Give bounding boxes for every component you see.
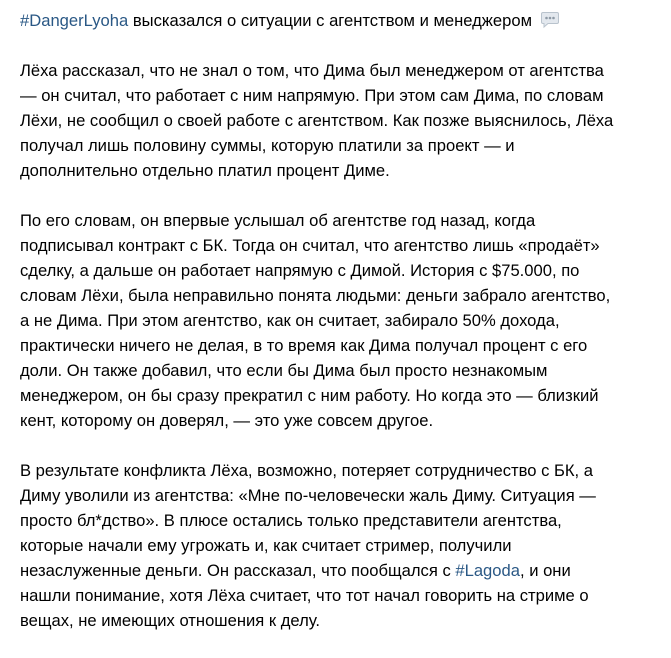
- paragraph-line: доли. Он также добавил, что если бы Дима был просто незнакомым: [20, 361, 548, 380]
- paragraph-line: словам Лёхи, была неправильно понята людьми: деньги забрало агентство,: [20, 286, 611, 305]
- paragraph-line: менеджером, он бы сразу прекратил с ним работу. Но когда это — близкий: [20, 386, 599, 405]
- paragraph-line: сделку, а дальше он работает напрямую с Димой. История с $75.000, по: [20, 261, 580, 280]
- paragraph-line: — он считал, что работает с ним напрямую. При этом сам Дима, по словам: [20, 86, 604, 105]
- post-body: [20, 8, 665, 658]
- paragraph-line: Лёха рассказал, что не знал о том, что Дима был менеджером от агентства: [20, 61, 604, 80]
- paragraph-line: нашли понимание, хотя Лёха считает, что тот начал говорить на стриме о: [20, 586, 589, 605]
- paragraph-line: а не Дима. При этом агентство, как он считает, забирало 50% дохода,: [20, 311, 560, 330]
- speech-bubble-icon: [540, 11, 560, 29]
- hashtag-lagoda[interactable]: #Lagoda: [455, 561, 520, 580]
- paragraph-3: [20, 458, 665, 633]
- paragraph-line: получал лишь половину суммы, которую платили за проект — и: [20, 136, 515, 155]
- paragraph-line: В результате конфликта Лёха, возможно, потеряет сотрудничество с БК, а: [20, 461, 593, 480]
- paragraph-line: подписывал контракт с БК. Тогда он считал, что агентство лишь «продаёт»: [20, 236, 600, 255]
- paragraph-1: [20, 58, 665, 183]
- paragraph-line: практически ничего не делая, в то время как Дима получал процент с его: [20, 336, 588, 355]
- line-text: , и они: [519, 561, 571, 580]
- paragraph-line: Диму уволили из агентства: «Мне по-человечески жаль Диму. Ситуация —: [20, 486, 596, 505]
- paragraph-line: вещах, не имеющих отношения к делу.: [20, 611, 321, 630]
- hashtag-dangerlyoha[interactable]: #DangerLyoha: [20, 11, 129, 30]
- paragraph-line: кент, которому он доверял, — это уже совсем другое.: [20, 411, 434, 430]
- paragraph-line: просто бл*дство». В плюсе остались только представители агентства,: [20, 511, 562, 530]
- paragraph-2: [20, 208, 665, 433]
- paragraph-line: дополнительно отдельно платил процент Диме.: [20, 161, 390, 180]
- paragraph-line: которые начали ему угрожать и, как считает стример, получили: [20, 536, 512, 555]
- post-headline: [20, 8, 665, 33]
- paragraph-line-with-hashtag: [20, 558, 665, 583]
- paragraph-line: Лёхи, не сообщил о своей работе с агентством. Как позже выяснилось, Лёха: [20, 111, 614, 130]
- headline-text: высказался о ситуации с агентством и менеджером: [128, 11, 537, 30]
- paragraph-line: По его словам, он впервые услышал об агентстве год назад, когда: [20, 211, 536, 230]
- line-text: незаслуженные деньги. Он рассказал, что пообщался с: [20, 561, 456, 580]
